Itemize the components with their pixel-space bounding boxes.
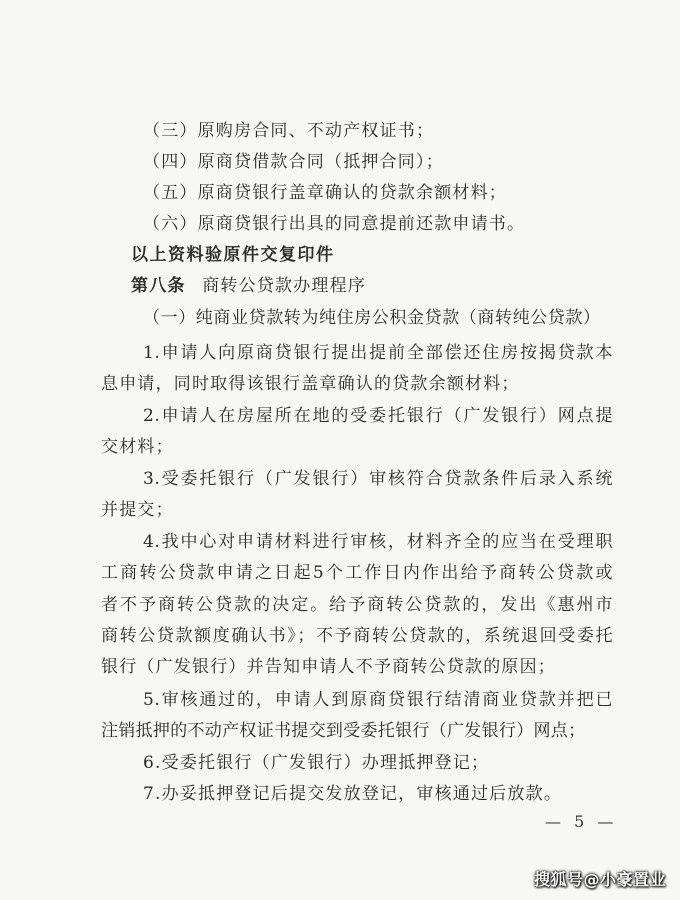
step-3-line-1: 3.受委托银行（广发银行）审核符合贷款条件后录入系统 <box>143 469 613 489</box>
article-label: 第八条 <box>131 276 186 296</box>
list-item-6: （六）原商贷银行出具的同意提前还款申请书。 <box>143 214 526 234</box>
step-4-line-2: 工商转公贷款申请之日起5个工作日内作出给予商转公贷款或 <box>101 563 613 583</box>
step-7-line-1: 7.办妥抵押登记后提交发放登记，审核通过后放款。 <box>143 784 563 804</box>
step-1-line-2: 息申请，同时取得该银行盖章确认的贷款余额材料； <box>101 374 520 394</box>
step-4-line-5: 银行（广发银行）并告知申请人不予商转公贷款的原因； <box>101 657 556 677</box>
step-6-line-1: 6.受委托银行（广发银行）办理抵押登记； <box>143 753 490 773</box>
list-item-4: （四）原商贷借款合同（抵押合同）； <box>143 152 444 172</box>
step-2-line-2: 交材料； <box>101 437 174 457</box>
step-2-line-1: 2.申请人在房屋所在地的受委托银行（广发银行）网点提 <box>143 406 613 426</box>
list-item-3: （三）原购房合同、不动产权证书； <box>143 121 435 141</box>
step-3-line-2: 并提交； <box>101 500 174 520</box>
article-heading <box>131 276 366 296</box>
originals-note: 以上资料验原件交复印件 <box>131 245 335 265</box>
step-4-line-4: 商转公贷款额度确认书》；不予商转公贷款的，系统退回受委托 <box>101 626 613 646</box>
article-title: 商转公贷款办理程序 <box>202 276 367 296</box>
step-4-line-1: 4.我中心对申请材料进行审核，材料齐全的应当在受理职 <box>143 532 613 552</box>
step-5-line-2: 注销抵押的不动产权证书提交到受委托银行（广发银行）网点； <box>101 721 586 741</box>
section-title: （一）纯商业贷款转为纯住房公积金贷款（商转纯公贷款） <box>143 308 601 328</box>
step-5-line-1: 5.审核通过的，申请人到原商贷银行结清商业贷款并把已 <box>143 690 613 710</box>
step-4-line-3: 者不予商转公贷款的决定。给予商转公贷款的，发出《惠州市 <box>101 595 613 615</box>
step-1-line-1: 1.申请人向原商贷银行提出提前全部偿还住房按揭贷款本 <box>143 343 613 363</box>
source-watermark: 搜狐号@小豪置业 <box>533 870 666 889</box>
page-number: — 5 — <box>545 812 618 831</box>
list-item-5: （五）原商贷银行盖章确认的贷款余额材料； <box>143 183 507 203</box>
